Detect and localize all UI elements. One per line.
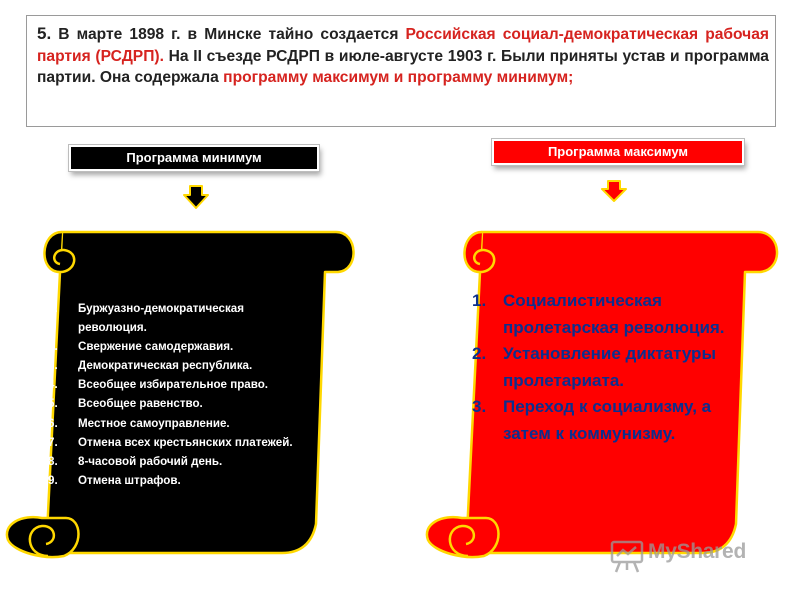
list-item — [48, 375, 310, 394]
item-text: Социалистическая пролетарская революция. — [503, 291, 725, 337]
item-number: 6. — [48, 416, 58, 430]
list-item — [48, 433, 310, 452]
list-item — [48, 394, 310, 413]
item-number: 9. — [48, 473, 58, 487]
item-number: 3. — [48, 359, 58, 373]
intro-part2: На II съезде РСДРП в июле-августе 1903 г. Были приняты устав и программа партии. Она содержала — [37, 47, 769, 86]
item-number: 5. — [48, 397, 58, 411]
list-item — [48, 356, 310, 375]
list-item — [48, 471, 310, 490]
list-item — [472, 288, 742, 341]
intro-highlight-party: Российская социал-демократическая рабочая партия (РСДРП). — [37, 26, 769, 65]
item-number: 8. — [48, 454, 58, 468]
item-text: Отмена всех крестьянских платежей. — [78, 435, 293, 449]
intro-text-box — [26, 15, 776, 127]
item-text: Переход к социализму, а затем к коммунизму. — [503, 397, 712, 443]
list-item — [48, 337, 310, 356]
item-number: 2. — [472, 344, 487, 363]
list-item — [472, 394, 742, 447]
intro-highlight-programs: программу максимум и программу минимум; — [223, 69, 574, 86]
intro-part1: В марте 1898 г. в Минске тайно создается — [58, 26, 399, 43]
item-number: 1. — [472, 291, 487, 310]
item-number: 3. — [472, 397, 487, 416]
down-arrow-icon — [183, 185, 209, 209]
list-item — [472, 341, 742, 394]
item-number: 2. — [48, 340, 58, 354]
watermark-text: MyShared — [648, 540, 746, 563]
item-text: Всеобщее избирательное право. — [78, 378, 269, 392]
item-text: Свержение самодержавия. — [78, 340, 234, 354]
list-item — [48, 452, 310, 471]
item-text: Отмена штрафов. — [78, 473, 181, 487]
item-text: Всеобщее равенство. — [78, 397, 203, 411]
item-number: 4. — [48, 378, 58, 392]
presentation-board-icon — [608, 538, 648, 574]
item-text: Демократическая республика. — [78, 359, 253, 373]
program-max-title: Программа максимум — [492, 139, 744, 165]
program-max-list — [472, 288, 742, 447]
item-number: 7. — [48, 435, 58, 449]
list-item — [48, 414, 310, 433]
list-item — [48, 299, 310, 337]
item-text: Местное самоуправление. — [78, 416, 230, 430]
down-arrow-icon — [601, 180, 627, 202]
item-text: Установление диктатуры пролетариата. — [503, 344, 716, 390]
item-text: 8-часовой рабочий день. — [78, 454, 223, 468]
item-number: 1. — [48, 302, 58, 315]
intro-number: 5. — [37, 24, 52, 43]
program-min-list — [48, 299, 310, 490]
item-text: Буржуазно-демократическая революция. — [78, 302, 245, 335]
program-min-title: Программа минимум — [69, 145, 319, 171]
